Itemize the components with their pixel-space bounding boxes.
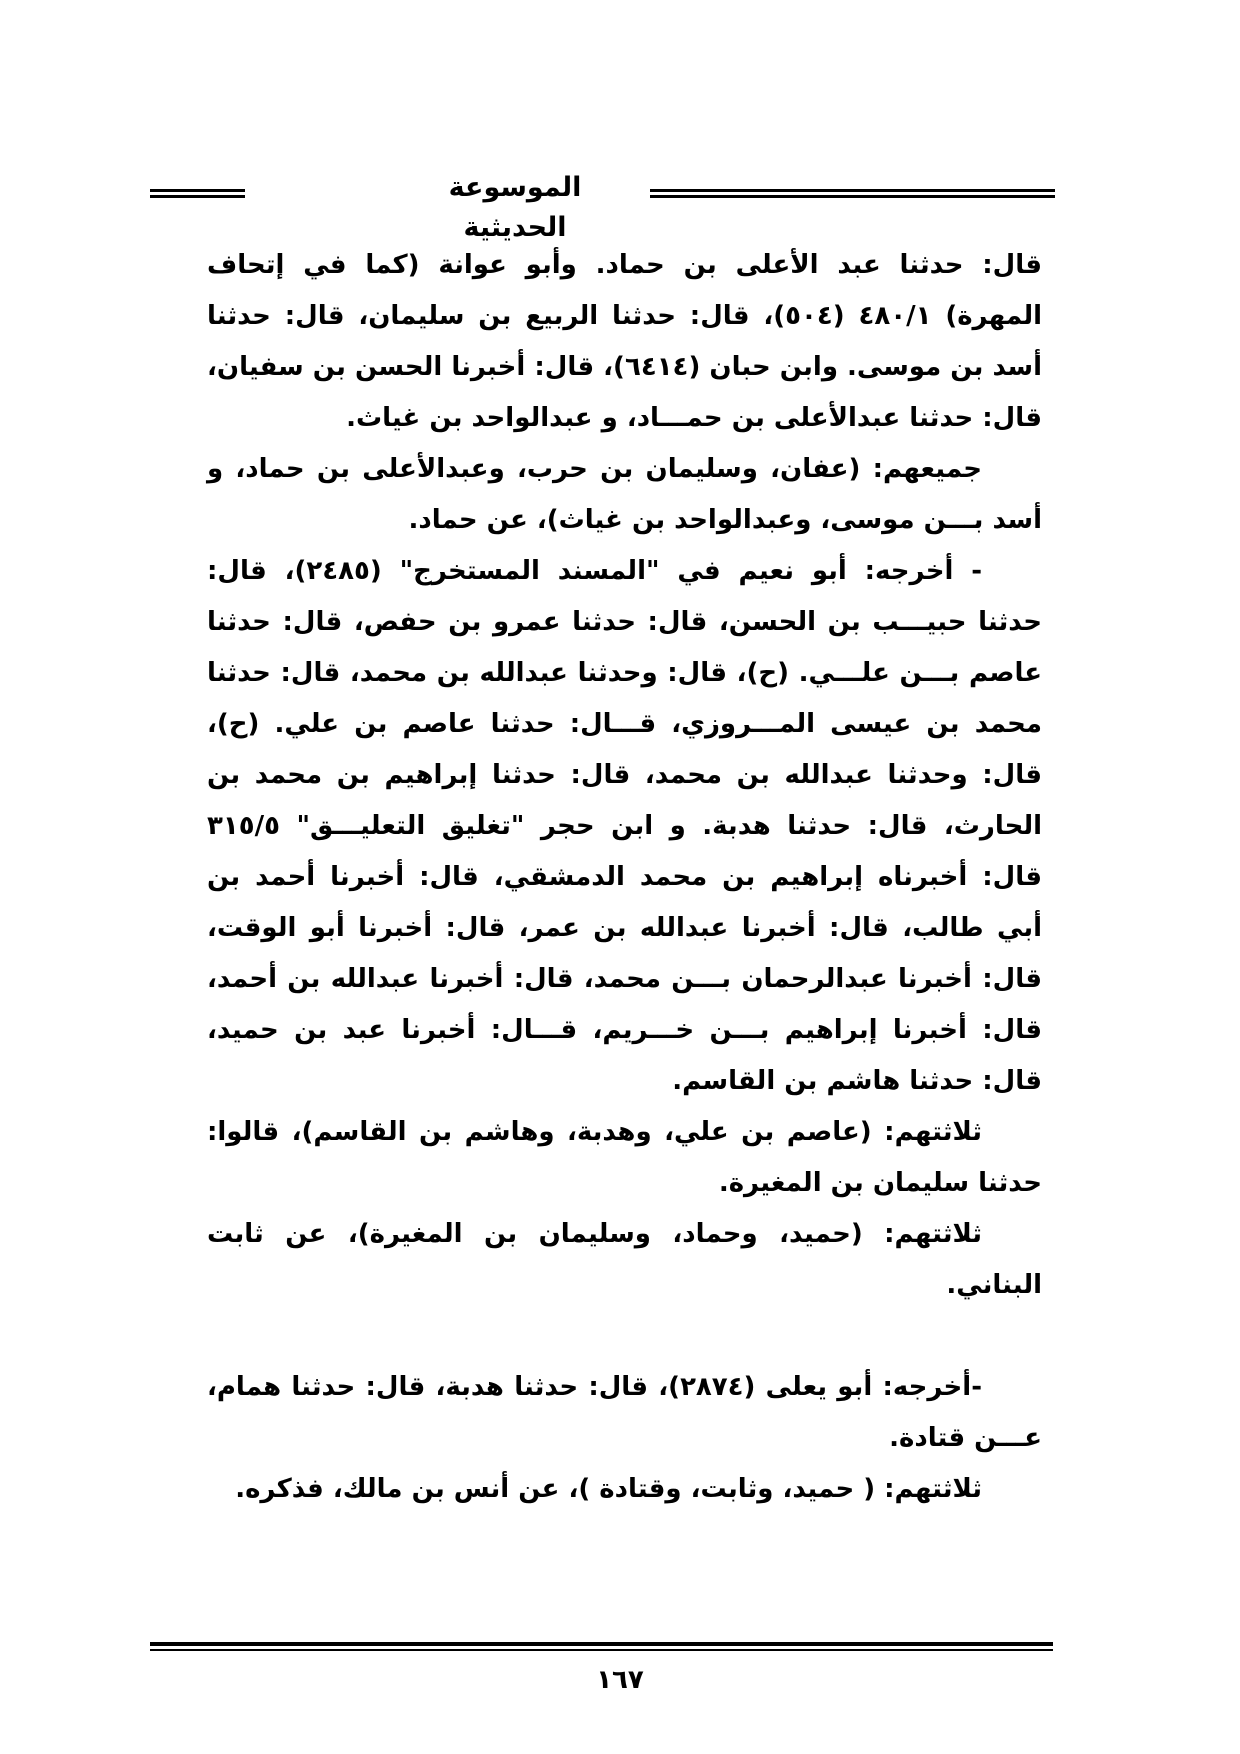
- paragraph-6: -أخرجه: أبو يعلى (٢٨٧٤)، قال: حدثنا هدبة، قال: حدثنا همام، عـــن قتادة.: [207, 1372, 1042, 1453]
- paragraph-7: ثلاثتهم: ( حميد، وثابت، وقتادة )، عن أنس بن مالك، فذكره.: [235, 1474, 982, 1504]
- header-rule-left: [150, 189, 245, 198]
- paragraph-4: ثلاثتهم: (عاصم بن علي، وهدبة، وهاشم بن القاسم)، قالوا: حدثنا سليمان بن المغيرة.: [207, 1117, 1042, 1198]
- paragraph-1: قال: حدثنا عبد الأعلى بن حماد. وأبو عوانة (كما في إتحاف المهرة) ٤٨٠/١ (٥٠٤)، قال: حدثنا الربيع بن سليمان، قال: حدثنا أسد بن موسى. وابن حبان (٦٤١٤)، قال: أخبرنا الحسن بن سفيان، قال: حدثنا عبدالأعلى بن حمـــاد، و عبدالواحد بن غياث.: [207, 250, 1043, 433]
- page-number: ١٦٧: [596, 1665, 644, 1695]
- paragraph-2: جميعهم: (عفان، وسليمان بن حرب، وعبدالأعلى بن حماد، و أسد بـــن موسى، وعبدالواحد بن غياث)، عن حماد.: [207, 454, 1042, 535]
- page-body: [207, 240, 1042, 1570]
- paragraph-3: - أخرجه: أبو نعيم في "المسند المستخرج" (٢٤٨٥)، قال: حدثنا حبيـــب بن الحسن، قال: حدثنا عمرو بن حفص، قال: حدثنا عاصم بـــن علـــي. (ح)، قال: وحدثنا عبدالله بن محمد، قال: حدثنا محمد بن عيسى المـــروزي، قـــال: حدثنا عاصم بن علي. (ح)، قال: وحدثنا عبدالله بن محمد، قال: حدثنا إبراهيم بن محمد بن الحارث، قال: حدثنا هدبة. و ابن حجر "تغليق التعليـــق" ٣١٥/٥ قال: أخبرناه إبراهيم بن محمد الدمشقي، قال: أخبرنا أحمد بن أبي طالب، قال: أخبرنا عبدالله بن عمر، قال: أخبرنا أبو الوقت، قال: أخبرنا عبدالرحمان بـــن محمد، قال: أخبرنا عبدالله بن أحمد، قال: أخبرنا إبراهيم بـــن خـــريم، قـــال: أخبرنا عبد بن حميد، قال: حدثنا هاشم بن القاسم.: [207, 556, 1042, 1096]
- page-header: [150, 168, 1055, 243]
- paragraph-5: ثلاثتهم: (حميد، وحماد، وسليمان بن المغيرة)، عن ثابت البناني.: [207, 1219, 1042, 1300]
- header-rule-right: [650, 189, 1055, 198]
- footer-rule: [150, 1642, 1053, 1651]
- header-title: الموسوعة الحديثية: [448, 172, 582, 243]
